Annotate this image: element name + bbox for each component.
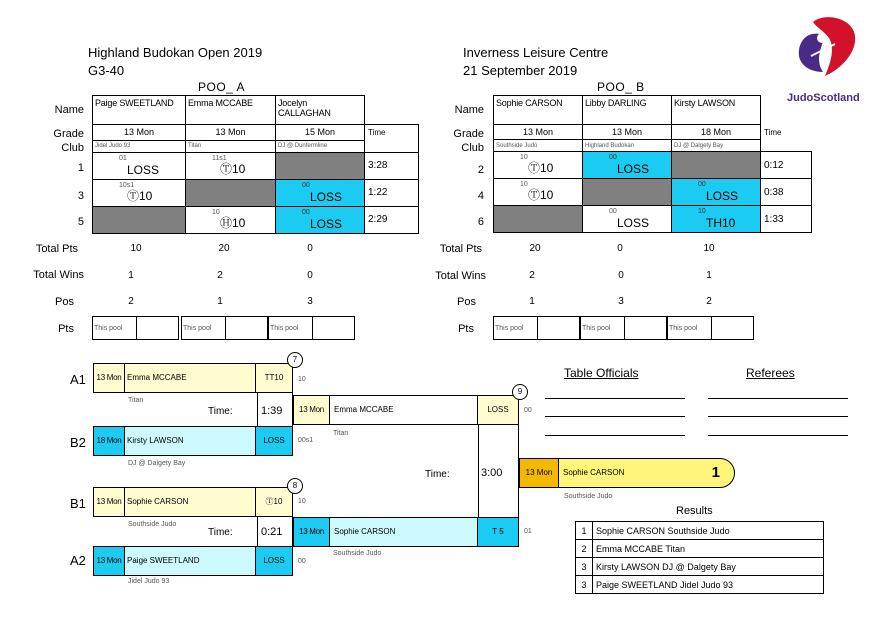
bout-result: LOSS (127, 162, 160, 177)
pool-a-time-header: Time (365, 125, 419, 141)
pool-a-pts-box (268, 316, 355, 340)
sf2-bout-number: 8 (287, 478, 303, 494)
this-pool-label: This pool (580, 316, 624, 340)
competitor-name: Emma MCCABE (127, 373, 187, 382)
bout-result: Ⓣ10 (528, 188, 554, 202)
result-text: Sophie CARSON Southside Judo (593, 522, 824, 540)
competitor-result: LOSS (255, 547, 292, 575)
official-signature-line (545, 416, 685, 417)
competitor-grade: 13 Mon (94, 547, 125, 575)
bout-result: Ⓣ10 (220, 161, 246, 176)
competitor-grade: 13 Mon (94, 488, 125, 516)
sf1-time: 1:39 (261, 405, 283, 417)
sf2-time-label: Time: (208, 527, 233, 538)
result-place: 3 (576, 576, 593, 594)
results-title: Results (676, 505, 713, 517)
winner-name: Sophie CARSON (563, 468, 625, 477)
pool-a-total-wins: 1 (128, 270, 134, 281)
final-top-slot (293, 395, 519, 425)
result-place: 1 (576, 522, 593, 540)
pool-b-player-name: Libby DARLING (583, 96, 672, 125)
pool-a-bout-3-label: 3 (77, 190, 84, 202)
pool-b-pts-label: Pts (458, 323, 474, 335)
pool-a-pos-label: Pos (55, 296, 74, 308)
pool-b-pts-box (493, 316, 580, 340)
referee-signature-line (708, 398, 848, 399)
competitor-result: Ⓣ10 (255, 488, 292, 516)
bout-score: 10 (698, 208, 706, 215)
sf1-bottom-slot (93, 426, 293, 456)
competitor-name: Emma MCCABE (334, 405, 394, 414)
bout-score: 01 (119, 154, 127, 162)
bout-score: 10 (212, 208, 220, 216)
bout-score: 00 (698, 181, 706, 188)
category: G3-40 (88, 63, 125, 78)
bout-result: Ⓣ10 (127, 188, 153, 203)
final-time: 3:00 (481, 467, 503, 479)
pool-b-total-pts: 0 (617, 243, 623, 254)
competitor-result: LOSS (477, 396, 518, 424)
logo-text: JudoScotland (787, 92, 860, 104)
competitor-result: T 5 (477, 518, 518, 546)
pool-a-club: DJ @ Dunfermline (276, 140, 365, 152)
final-top-club: Titan (333, 430, 349, 437)
bout-score: 00 (302, 181, 310, 189)
bout-blocked-cell (583, 179, 672, 206)
result-text: Paige SWEETLAND Jidel Judo 93 (593, 576, 824, 594)
pool-a-player-name: Emma MCCABE (186, 96, 276, 125)
winner-bar (519, 458, 735, 488)
bout-time: 3:28 (365, 152, 419, 179)
results-row (576, 540, 824, 558)
pool-b-total-pts: 20 (529, 243, 541, 254)
bracket-line (257, 517, 258, 546)
competitor-name: Sophie CARSON (334, 527, 396, 536)
bout-score: 00 (609, 208, 617, 215)
bracket-line (478, 424, 479, 517)
pool-b-grade-label: Grade (453, 128, 484, 140)
pool-b-pos-label: Pos (457, 296, 476, 308)
bout-result: Ⓣ10 (528, 161, 554, 175)
result-text: Emma MCCABE Titan (593, 540, 824, 558)
sf2-top-slot (93, 487, 293, 517)
bout-score: 00 (302, 208, 310, 216)
pool-a-total-wins-label: Total Wins (33, 269, 84, 281)
table-officials-heading: Table Officials (564, 366, 639, 380)
bout-time: 1:22 (365, 179, 419, 206)
pool-a-pos: 2 (128, 296, 134, 307)
pool-a-grade: 15 Mon (276, 125, 365, 141)
pool-a-title: POO_ A (198, 80, 246, 94)
pool-b-club: Southside Judo (494, 140, 583, 152)
judoscotland-logo (787, 14, 860, 104)
seed-b2: B2 (70, 435, 86, 450)
this-pool-label: This pool (181, 316, 225, 340)
bout-time: 2:29 (365, 206, 419, 233)
referee-signature-line (708, 416, 848, 417)
bout-score: 10 (520, 181, 528, 188)
result-text: Kirsty LAWSON DJ @ Dalgety Bay (593, 558, 824, 576)
pool-b-time-header: Time (761, 125, 812, 140)
sf2-time: 0:21 (261, 526, 283, 538)
competitor-grade: 13 Mon (94, 364, 125, 392)
pool-b-grade: 18 Mon (672, 125, 761, 140)
bout-time: 0:12 (761, 152, 812, 179)
sf2-bottom-club: Jidel Judo 93 (128, 578, 170, 585)
bout-blocked-cell (494, 206, 583, 233)
final-top-score: 00 (524, 407, 532, 414)
results-table (575, 521, 824, 594)
pool-a-pts-box (181, 316, 268, 340)
this-pool-label: This pool (92, 316, 136, 340)
competitor-name: Sophie CARSON (127, 497, 189, 506)
pool-a-total-wins: 2 (217, 270, 223, 281)
bout-result: LOSS (310, 216, 343, 231)
bout-score: 11s1 (212, 154, 227, 162)
bout-time: 1:33 (761, 206, 812, 233)
this-pool-label: This pool (268, 316, 312, 340)
pool-a-name-label: Name (54, 104, 84, 116)
pool-b-pos: 2 (706, 296, 712, 307)
pool-b-pos: 1 (529, 296, 535, 307)
pool-a-player-name: Paige SWEETLAND (93, 96, 186, 125)
pool-b-total-wins: 0 (618, 270, 624, 281)
sf1-bout-number: 7 (287, 352, 303, 368)
bout-blocked-cell (672, 152, 761, 179)
seed-a1: A1 (70, 372, 86, 387)
sf1-bottom-score: 00s1 (298, 437, 314, 444)
pool-b-grade: 13 Mon (583, 125, 672, 140)
this-pool-label: This pool (667, 316, 711, 340)
competitor-grade: 13 Mon (294, 396, 330, 424)
pool-b-total-wins-label: Total Wins (435, 270, 486, 282)
sf2-top-score: 10 (298, 498, 306, 505)
pool-b-bout-6-label: 6 (477, 216, 484, 228)
pool-a-grade-label: Grade (53, 128, 84, 140)
pool-b-total-wins: 1 (706, 270, 712, 281)
pool-a-total-pts-label: Total Pts (35, 243, 78, 255)
final-bout-number: 9 (512, 384, 528, 400)
pool-b-club-label: Club (461, 142, 484, 154)
referee-signature-line (708, 435, 848, 436)
pool-b-grid (493, 95, 812, 233)
seed-b1: B1 (70, 496, 86, 511)
competitor-name: Kirsty LAWSON (127, 436, 184, 445)
venue: Inverness Leisure Centre (463, 45, 609, 60)
pool-b-pos: 3 (618, 296, 624, 307)
pool-b-total-wins: 2 (529, 270, 535, 281)
pool-a-pos: 1 (217, 296, 223, 307)
bracket-line (257, 393, 258, 426)
event-title: Highland Budokan Open 2019 (88, 45, 263, 60)
bout-score: 10 (520, 154, 528, 161)
result-place: 2 (576, 540, 593, 558)
pool-b-pts-box (667, 316, 754, 340)
pool-b-club: DJ @ Dalgety Bay (672, 140, 761, 152)
pool-a-bout-1-label: 1 (77, 162, 84, 174)
competitor-result: LOSS (255, 427, 292, 455)
sf2-top-club: Southside Judo (128, 521, 177, 528)
pool-b-total-pts: 10 (703, 243, 715, 254)
pool-a-club: Jidel Judo 93 (93, 140, 186, 152)
pool-a-grid (92, 95, 419, 234)
results-row (576, 576, 824, 594)
pool-a-bout-5-label: 5 (77, 216, 84, 228)
pool-b-bout-2-label: 2 (477, 164, 484, 176)
event-date: 21 September 2019 (463, 63, 578, 78)
competitor-grade: 18 Mon (94, 427, 125, 455)
pool-a-club: Titan (186, 140, 276, 152)
pool-a-pos: 3 (307, 296, 313, 307)
final-bottom-score: 01 (524, 528, 532, 535)
sf1-top-club: Titan (128, 397, 144, 404)
sf1-top-slot (93, 363, 293, 393)
winner-club: Southside Judo (564, 493, 613, 500)
pool-b-player-name: Sophie CARSON (494, 96, 583, 125)
results-row (576, 558, 824, 576)
bout-result: LOSS (617, 162, 650, 176)
bout-result: LOSS (310, 189, 343, 204)
pool-a-total-pts: 0 (307, 243, 313, 254)
pool-a-grade: 13 Mon (186, 125, 276, 141)
winner-place: 1 (711, 464, 720, 481)
pool-b-bout-4-label: 4 (477, 190, 484, 202)
sf1-time-label: Time: (208, 406, 233, 417)
pool-b-grade: 13 Mon (494, 125, 583, 140)
official-signature-line (545, 435, 685, 436)
bout-score: 00 (609, 154, 617, 161)
pool-b-name-label: Name (454, 104, 484, 116)
pool-b-pts-box (580, 316, 667, 340)
bout-score: 10s1 (119, 181, 135, 189)
pool-a-total-wins: 0 (307, 270, 313, 281)
bout-blocked-cell (276, 152, 365, 179)
referees-heading: Referees (746, 366, 795, 380)
sf1-top-score: 10 (298, 376, 306, 383)
results-row (576, 522, 824, 540)
final-time-label: Time: (425, 469, 450, 480)
pool-a-player-name: Jocelyn CALLAGHAN (276, 96, 365, 125)
official-signature-line (545, 398, 685, 399)
bout-result: LOSS (706, 189, 739, 203)
bout-time: 0:38 (761, 179, 812, 206)
sf1-bottom-club: DJ @ Dalgety Bay (128, 460, 186, 467)
winner-grade: 13 Mon (520, 459, 559, 487)
pool-b-player-name: Kirsty LAWSON (672, 96, 761, 125)
pool-a-club-label: Club (61, 142, 84, 154)
sf2-bottom-score: 00 (298, 558, 306, 565)
bout-blocked-cell (93, 206, 186, 233)
pool-a-total-pts: 20 (218, 243, 230, 254)
pool-a-pts-label: Pts (58, 323, 74, 335)
sf2-bottom-slot (93, 546, 293, 576)
this-pool-label: This pool (493, 316, 537, 340)
pool-b-club: Highland Budokan (583, 140, 672, 152)
bout-result: Ⓗ10 (220, 215, 246, 230)
pool-b-total-pts-label: Total Pts (439, 243, 482, 255)
result-place: 3 (576, 558, 593, 576)
pool-b-title: POO_ B (597, 80, 645, 94)
competitor-grade: 13 Mon (294, 518, 330, 546)
pool-a-pts-box (92, 316, 179, 340)
pool-a-grade: 13 Mon (93, 125, 186, 141)
bout-result: TH10 (706, 216, 736, 230)
pool-a-total-pts: 10 (130, 243, 142, 254)
competitor-result: TT10 (255, 364, 292, 392)
final-bottom-slot (293, 517, 519, 547)
competitor-name: Paige SWEETLAND (127, 556, 200, 565)
logo-icon (795, 14, 859, 92)
final-bottom-club: Southside Judo (333, 550, 382, 557)
bout-blocked-cell (186, 179, 276, 206)
bout-result: LOSS (617, 216, 650, 230)
seed-a2: A2 (70, 553, 86, 568)
